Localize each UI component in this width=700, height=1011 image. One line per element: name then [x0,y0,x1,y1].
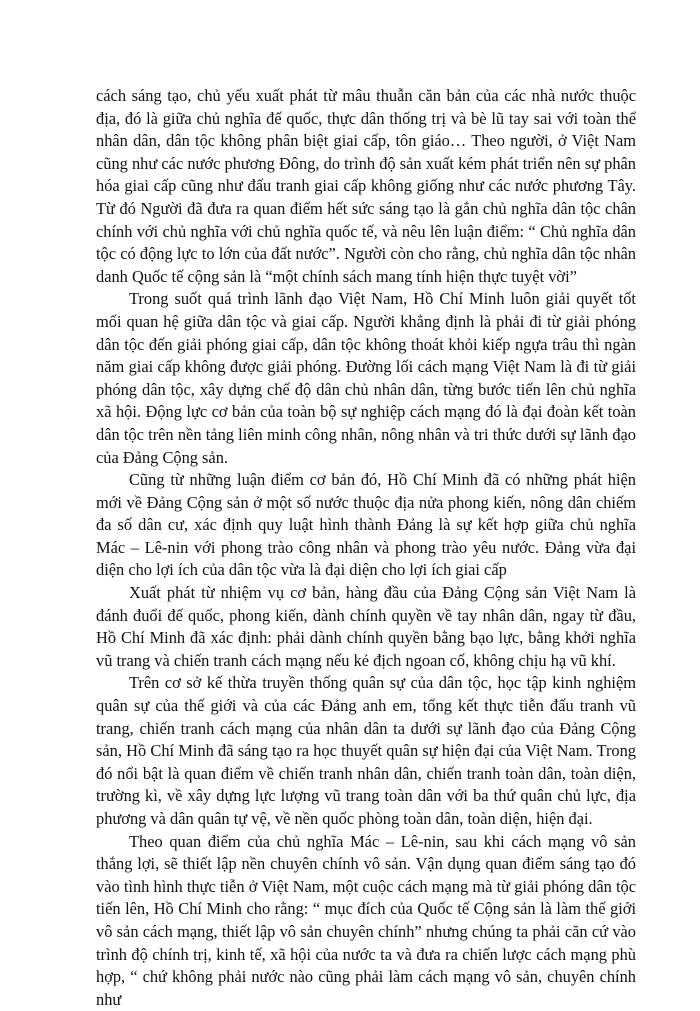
paragraph: Trên cơ sở kế thừa truyền thống quân sự của dân tộc, học tập kinh nghiệm quân sự của thế giới và của các Đảng anh em, tổng kết thực tiễn đấu tranh vũ trang, chiến tranh cách mạng của nhân dân ta dưới sự lãnh đạo của Đảng Cộng sản, Hồ Chí Minh đã sáng tạo ra học thuyết quân sự hiện đại của Việt Nam. Trong đó nổi bật là quan điểm về chiến tranh nhân dân, chiến tranh toàn dân, toàn diện, trường kì, về xây dựng lực lượng vũ trang toàn dân với ba thứ quân chủ lực, địa phương và dân quân tự vệ, về nền quốc phòng toàn dân, toàn diện, hiện đại. [96,673,636,828]
paragraph-continuation: cách sáng tạo, chủ yếu xuất phát từ mâu thuẫn căn bản của các nhà nước thuộc địa, đó là giữa chủ nghĩa đế quốc, thực dân thống trị và bè lũ tay sai với toàn thể nhân dân, dân tộc không phân biệt giai cấp, tôn giáo… Theo người, ở Việt Nam cũng như các nước phương Đông, do trình độ sản xuất kém phát triển nên sự phân hóa giai cấp cũng như đấu tranh giai cấp không giống như các nước phương Tây. Từ đó Người đã đưa ra quan điểm hết sức sáng tạo là gắn chủ nghĩa dân tộc chân chính với chủ nghĩa với chủ nghĩa quốc tế, và nêu lên luận điểm: “ Chủ nghĩa dân tộc có động lực to lớn của đất nước”. Người còn cho rằng, chủ nghĩa dân tộc nhân danh Quốc tế cộng sản là “một chính sách mang tính hiện thực tuyệt vời” [96,86,636,286]
paragraph: Theo quan điểm của chủ nghĩa Mác – Lê-nin, sau khi cách mạng vô sản thắng lợi, sẽ thiết lập nền chuyên chính vô sản. Vận dụng quan điểm sáng tạo đó vào tình hình thực tiễn ở Việt Nam, một cuộc cách mạng mà từ giải phóng dân tộc tiến lên, Hồ Chí Minh cho rằng: “ mục đích của Quốc tế Cộng sản là làm thế giới vô sản cách mạng, thiết lập vô sản chuyên chính” nhưng chúng ta phải căn cứ vào trình độ chính trị, kinh tế, xã hội của nước ta và đưa ra chiến lược cách mạng phù hợp, “ chứ không phải nước nào cũng phải làm cách mạng vô sản, chuyên chính như [96,831,636,1009]
paragraph: Trong suốt quá trình lãnh đạo Việt Nam, Hồ Chí Minh luôn giải quyết tốt mối quan hệ giữa dân tộc và giai cấp. Người khẳng định là phải đi từ giải phóng dân tộc đến giải phóng giai cấp, dân tộc không thoát khỏi kiếp ngựa trâu thì ngàn năm giai cấp không được giải phóng. Đường lối cách mạng Việt Nam là đi từ giải phóng dân tộc, xây dựng chế độ dân chủ nhân dân, từng bước tiến lên chủ nghĩa xã hội. Động lực cơ bản của toàn bộ sự nghiệp cách mạng đó là đại đoàn kết toàn dân tộc trên nền tảng liên minh công nhân, nông nhân và tri thức dưới sự lãnh đạo của Đảng Cộng sản. [96,289,636,467]
paragraph: Xuất phát từ nhiệm vụ cơ bản, hàng đầu của Đảng Cộng sản Việt Nam là đánh đuổi đế quốc, phong kiến, dành chính quyền về tay nhân dân, ngay từ đầu, Hồ Chí Minh đã xác định: phải dành chính quyền bằng bạo lực, bằng khởi nghĩa vũ trang và chiến tranh cách mạng nếu kẻ địch ngoan cố, không chịu hạ vũ khí. [96,583,636,670]
paragraph: Cũng từ những luận điểm cơ bản đó, Hồ Chí Minh đã có những phát hiện mới về Đảng Cộng sản ở một số nước thuộc địa nửa phong kiến, nông dân chiếm đa số dân cư, xác định quy luật hình thành Đảng là sự kết hợp giữa chủ nghĩa Mác – Lê-nin với phong trào công nhân và phong trào yêu nước. Đảng vừa đại diện cho lợi ích của dân tộc vừa là đại diện cho lợi ích giai cấp [96,470,636,580]
body-text [96,85,636,1011]
